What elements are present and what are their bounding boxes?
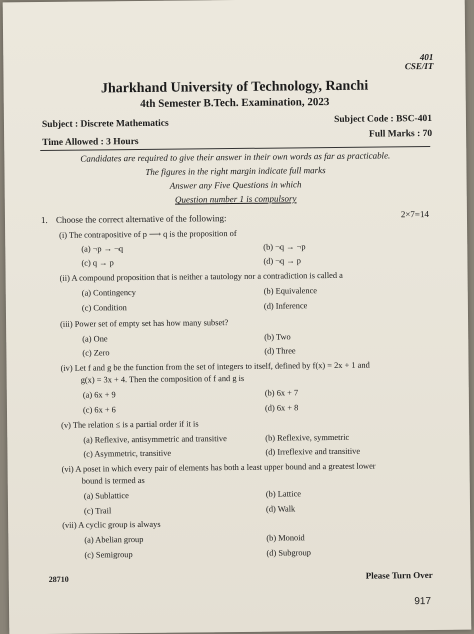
- option: (d) ¬q → p: [263, 256, 302, 266]
- branch-label: CSE/IT: [404, 60, 434, 72]
- option: (c) Trail: [83, 506, 112, 516]
- option: (c) 6x + 6: [82, 405, 116, 415]
- option: (b) Equivalence: [263, 286, 318, 296]
- option: (a) Contingency: [81, 288, 136, 298]
- please-turn-over-label: Please Turn Over: [365, 569, 433, 581]
- option: (a) One: [82, 334, 108, 344]
- question-part-stem: (iii) Power set of empty set has how many subset?: [60, 318, 229, 329]
- option: (a) ¬p → ¬q: [81, 244, 124, 254]
- option: (c) Semigroup: [84, 550, 133, 560]
- question-part-stem: (i) The contrapositive of p ⟶ q is the proposition of: [59, 228, 237, 240]
- question-part-stem: (v) The relation ≤ is a partial order if it is: [61, 419, 199, 430]
- question-part-stem-continued: g(x) = 3x + 4. Then the composition of f and g is: [80, 373, 245, 385]
- question-1-heading: [41, 213, 227, 225]
- option: (c) q → p: [81, 258, 114, 268]
- instruction-line: Answer any Five Questions in which: [169, 179, 302, 191]
- question-part-stem-continued: bound is termed as: [81, 475, 145, 486]
- full-marks-label: Full Marks : 70: [368, 128, 433, 140]
- option: (d) Subgroup: [266, 548, 311, 558]
- option: (b) Monoid: [266, 533, 305, 543]
- instruction-line: Candidates are required to give their answer in their own words as far as practicable.: [80, 150, 391, 164]
- question-marks: 2×7=14: [400, 208, 429, 220]
- instruction-line: Question number 1 is compulsory: [174, 193, 297, 205]
- question-part-stem: (vii) A cyclic group is always: [62, 519, 161, 530]
- paper-code-number: 401: [419, 51, 434, 63]
- option: (c) Condition: [81, 303, 127, 313]
- question-prompt: Choose the correct alternative of the following:: [55, 213, 227, 225]
- option: (d) Irreflexive and transitive: [265, 446, 361, 457]
- exam-title: 4th Semester B.Tech. Examination, 2023: [140, 96, 330, 111]
- exam-paper-sheet: [3, 0, 472, 634]
- question-part-stem: (ii) A compound proposition that is neither a tautology nor a contradiction is called a: [59, 270, 343, 283]
- option: (d) Inference: [263, 301, 308, 311]
- option: (a) Reflexive, antisymmetric and transitive: [83, 434, 227, 445]
- option: (c) Asymmetric, transitive: [83, 448, 172, 459]
- question-number: 1.: [40, 214, 48, 226]
- time-allowed-label: Time Allowed : 3 Hours: [42, 137, 139, 149]
- question-part-stem: (vi) A poset in which every pair of elements has both a least upper bound and a greatest lower: [61, 461, 376, 474]
- subject-code-label: Subject Code : BSC-401: [333, 113, 432, 125]
- paper-code-footer: 28710: [48, 574, 69, 584]
- question-part-stem: (iv) Let f and g be the function from the set of integers to itself, defined by f(x) = 2x + 1 and: [60, 360, 370, 373]
- option: (a) Sublattice: [83, 491, 129, 501]
- option: (b) ¬q → ¬p: [263, 242, 306, 252]
- option: (d) 6x + 8: [264, 403, 299, 413]
- option: (d) Walk: [265, 504, 296, 514]
- instruction-line: The figures in the right margin indicate full marks: [145, 165, 326, 177]
- handwritten-note: 917: [414, 595, 432, 608]
- option: (b) 6x + 7: [264, 388, 299, 398]
- subject-label: Subject : Discrete Mathematics: [41, 118, 169, 131]
- option: (b) Reflexive, symmetric: [265, 432, 350, 443]
- option: (a) Abelian group: [84, 534, 144, 545]
- option: (b) Two: [264, 332, 291, 342]
- option: (a) 6x + 9: [82, 390, 116, 400]
- option: (b) Lattice: [265, 489, 302, 499]
- option: (c) Zero: [82, 348, 110, 358]
- university-title: Jharkhand University of Technology, Ranchi: [100, 78, 369, 97]
- option: (d) Three: [264, 346, 296, 356]
